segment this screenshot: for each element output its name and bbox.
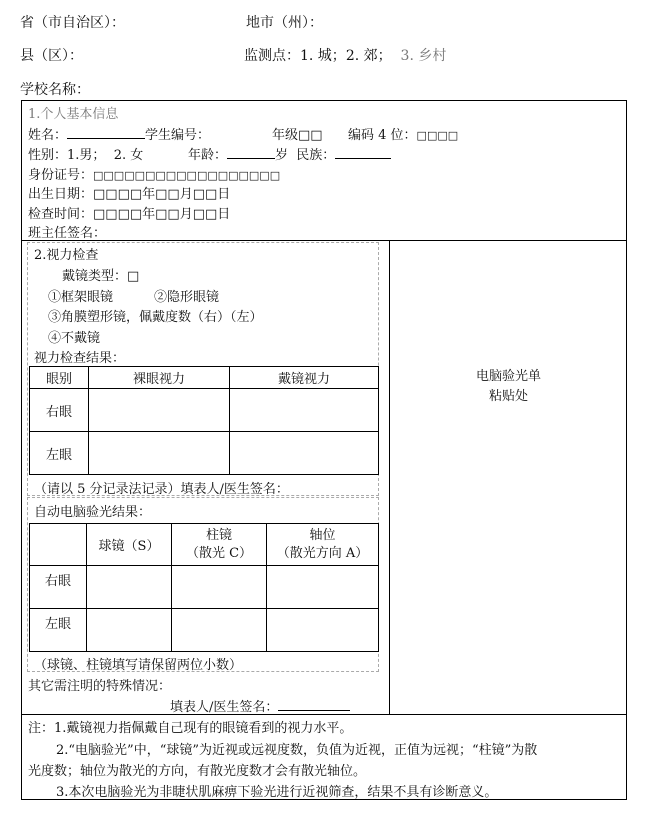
refraction-header-axis bbox=[267, 524, 379, 566]
county-label: 县（区）： bbox=[20, 48, 83, 64]
monitor-option-urban[interactable]: 1. 城； bbox=[300, 48, 346, 64]
age-label: 年龄： bbox=[188, 148, 228, 163]
glasses-option-ortho-k[interactable]: ③角膜塑形镜，佩戴度数（右）（左） bbox=[48, 310, 263, 325]
exam-date-label: 检查时间： bbox=[28, 207, 94, 222]
id-boxes[interactable]: □□□□□□□□□□□□□□□□□□ bbox=[93, 169, 281, 182]
monitor-option-rural[interactable]: 3. 乡村 bbox=[400, 48, 447, 64]
code4-label: 编码 4 位： bbox=[348, 128, 417, 143]
monitor-option-suburb[interactable]: 2. 郊； bbox=[345, 48, 392, 64]
refraction-row-right: 右眼 bbox=[30, 566, 87, 609]
name-field[interactable] bbox=[67, 126, 145, 139]
refraction-header-cylinder bbox=[172, 524, 267, 566]
refraction-right-cylinder-cell[interactable] bbox=[172, 566, 267, 609]
id-row bbox=[28, 164, 280, 183]
teacher-signature-label: 班主任签名： bbox=[28, 226, 107, 241]
exam-date-row bbox=[28, 203, 230, 222]
student-no-label: 学生编号： bbox=[145, 128, 211, 143]
code4-row bbox=[348, 124, 458, 143]
age-unit: 岁 bbox=[275, 148, 289, 163]
name-row bbox=[28, 124, 210, 143]
vision-result-label: 视力检查结果： bbox=[34, 351, 126, 366]
city-label: 地市（州）： bbox=[246, 15, 323, 31]
vision-row-left: 左眼 bbox=[30, 432, 89, 475]
axis-subtitle: （散光方向 A） bbox=[276, 545, 369, 561]
refraction-right-sphere-cell[interactable] bbox=[87, 566, 172, 609]
province-label: 省（市自治区）： bbox=[20, 15, 125, 31]
vision-row-right: 右眼 bbox=[30, 389, 89, 432]
age-ethnicity-row bbox=[188, 144, 391, 163]
auto-refraction-label: 自动电脑验光结果： bbox=[34, 505, 152, 520]
grade-label[interactable]: 年级□□ bbox=[272, 128, 323, 143]
monitor-point bbox=[244, 45, 446, 65]
age-field[interactable] bbox=[227, 146, 275, 159]
id-label: 身份证号： bbox=[28, 168, 94, 183]
vision-table bbox=[29, 366, 379, 475]
column-divider bbox=[389, 240, 390, 714]
dob-value[interactable]: □□□□年□□月□□日 bbox=[93, 187, 231, 202]
vision-header-corrected: 戴镜视力 bbox=[230, 367, 379, 389]
name-label: 姓名： bbox=[28, 128, 68, 143]
special-notes-label: 其它需注明的特殊情况： bbox=[28, 679, 172, 694]
glasses-option-frame[interactable]: ①框架眼镜 bbox=[48, 290, 114, 305]
refraction-left-sphere-cell[interactable] bbox=[87, 609, 172, 652]
refraction-right-axis-cell[interactable] bbox=[267, 566, 379, 609]
glasses-option-contact[interactable]: ②隐形眼镜 bbox=[154, 290, 220, 305]
cylinder-subtitle: （散光 C） bbox=[185, 545, 253, 561]
refraction-left-cylinder-cell[interactable] bbox=[172, 609, 267, 652]
gender-row bbox=[28, 144, 143, 163]
record-method-note: （请以 5 分记录法记录）填表人/医生签名： bbox=[34, 482, 289, 497]
refraction-row-left: 左眼 bbox=[30, 609, 87, 652]
refraction-header-blank bbox=[30, 524, 87, 566]
glasses-type-label[interactable]: 戴镜类型：□ bbox=[62, 269, 140, 284]
section2-title: 2.视力检查 bbox=[34, 248, 99, 263]
gender-male-option[interactable]: 1.男； bbox=[67, 148, 106, 163]
filler-signature-field[interactable] bbox=[278, 698, 350, 711]
decimal-note: （球镜、柱镜填写请保留两位小数） bbox=[34, 658, 243, 673]
dob-row bbox=[28, 183, 230, 202]
section1-title: 1.个人基本信息 bbox=[28, 107, 119, 122]
vision-right-corrected-cell[interactable] bbox=[230, 389, 379, 432]
note-1: 注：1.戴镜视力指佩戴自己现有的眼镜看到的视力水平。 bbox=[28, 721, 353, 736]
note-2-line2: 光度数；轴位为散光的方向，有散光度数才会有散光轴位。 bbox=[28, 764, 367, 779]
vision-right-naked-cell[interactable] bbox=[89, 389, 230, 432]
refraction-header-sphere: 球镜（S） bbox=[87, 524, 172, 566]
ethnicity-label: 民族： bbox=[296, 148, 336, 163]
dob-label: 出生日期： bbox=[28, 187, 94, 202]
axis-title: 轴位 bbox=[309, 527, 336, 543]
gender-female-option[interactable]: 2. 女 bbox=[113, 148, 144, 163]
paste-area-line1: 电脑验光单 bbox=[475, 369, 541, 384]
cylinder-title: 柱镜 bbox=[205, 527, 232, 543]
monitor-label: 监测点： bbox=[244, 48, 300, 64]
code4-boxes[interactable]: □□□□ bbox=[416, 129, 459, 142]
section-divider-1 bbox=[21, 240, 627, 241]
filler-signature-label: 填表人/医生签名： bbox=[170, 700, 279, 715]
school-label: 学校名称： bbox=[20, 82, 90, 98]
refraction-table bbox=[29, 523, 379, 652]
glasses-option-none[interactable]: ④不戴镜 bbox=[48, 331, 101, 346]
vision-header-naked: 裸眼视力 bbox=[89, 367, 230, 389]
note-3: 3.本次电脑验光为非睫状肌麻痹下验光进行近视筛查，结果不具有诊断意义。 bbox=[56, 785, 498, 800]
gender-label: 性别： bbox=[28, 148, 68, 163]
exam-date-value[interactable]: □□□□年□□月□□日 bbox=[93, 207, 231, 222]
paste-area-line2: 粘贴处 bbox=[488, 389, 528, 404]
filler-signature-row bbox=[170, 696, 350, 715]
vision-left-corrected-cell[interactable] bbox=[230, 432, 379, 475]
ethnicity-field[interactable] bbox=[335, 146, 391, 159]
printout-paste-area bbox=[390, 367, 627, 407]
refraction-left-axis-cell[interactable] bbox=[267, 609, 379, 652]
vision-header-eye: 眼别 bbox=[30, 367, 89, 389]
note-2-line1: 2.“电脑验光”中，“球镜”为近视或远视度数，负值为近视，正值为远视；“柱镜”为散 bbox=[56, 743, 538, 758]
vision-left-naked-cell[interactable] bbox=[89, 432, 230, 475]
